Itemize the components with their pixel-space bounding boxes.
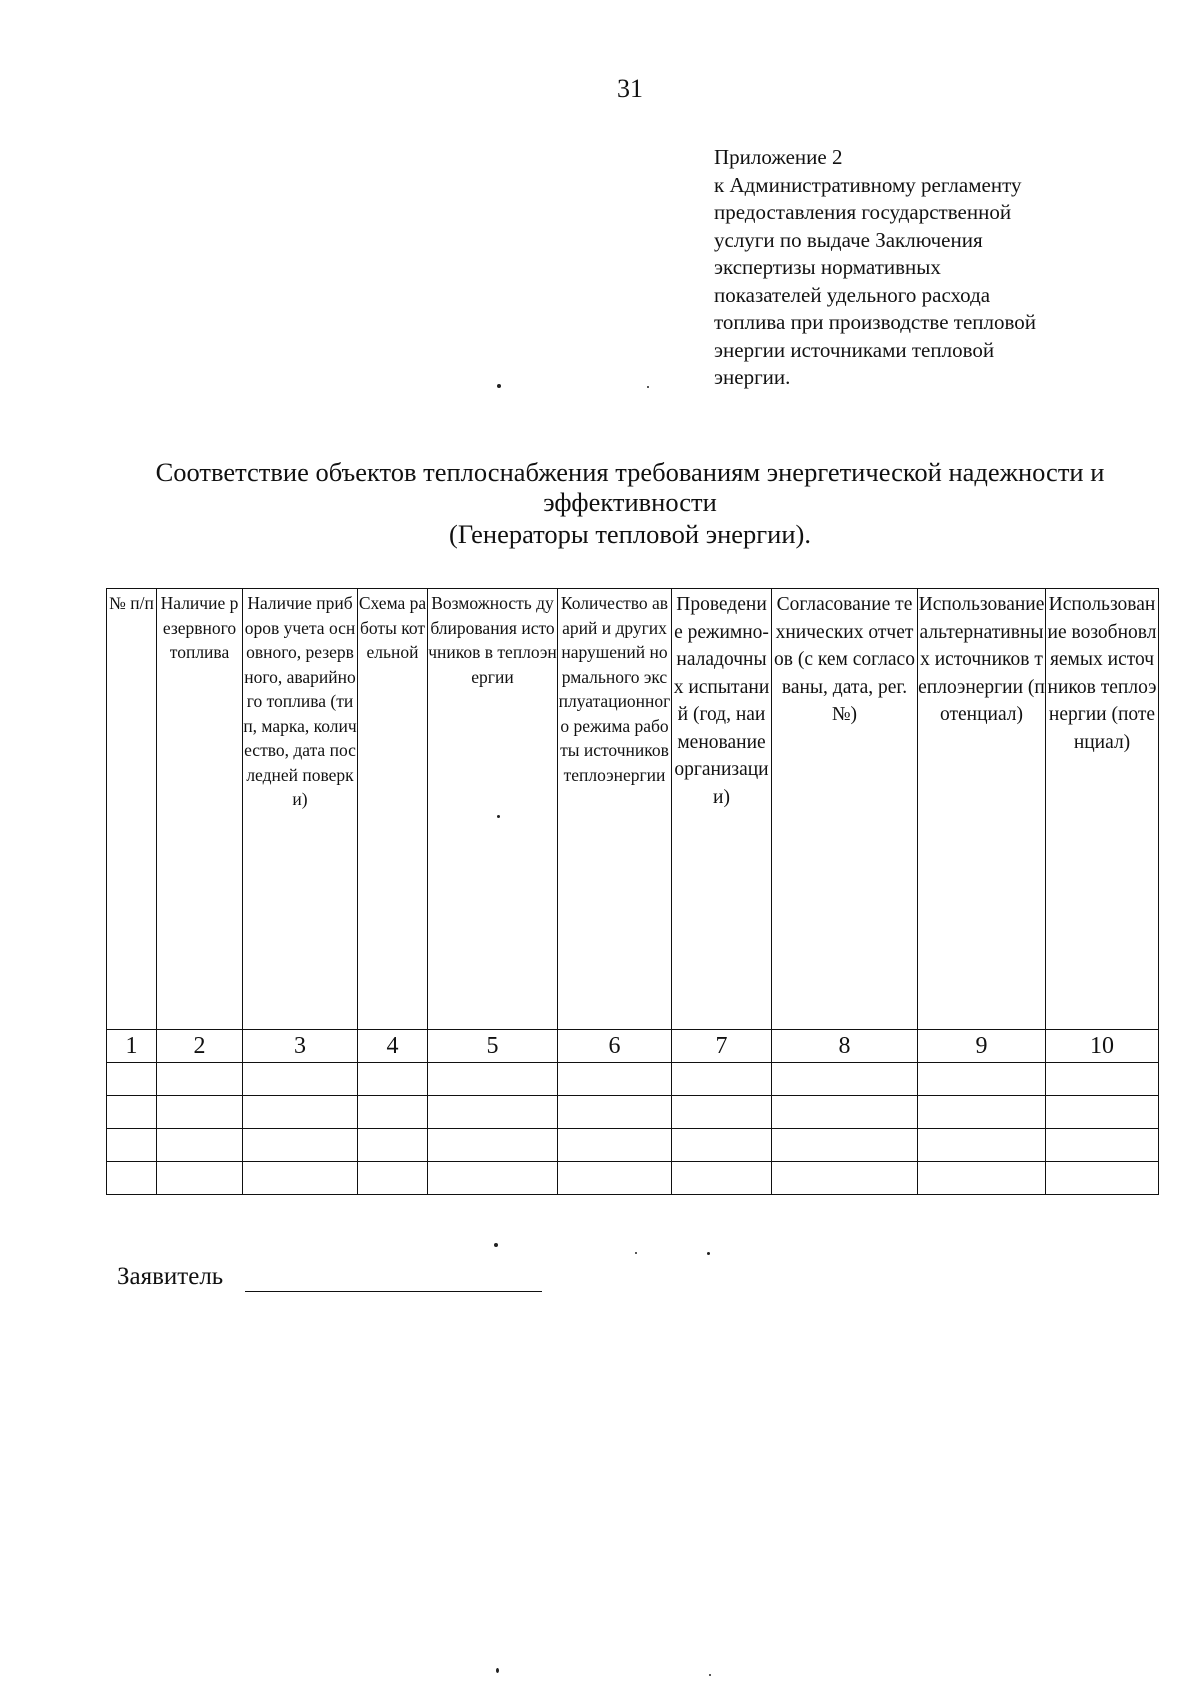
header-cell: Возможность дублирования источников в теплоэнергии — [428, 589, 558, 1030]
scan-speck — [496, 1668, 499, 1673]
table-cell — [157, 1162, 243, 1195]
table-cell — [243, 1162, 358, 1195]
table-cell — [558, 1096, 672, 1129]
column-number: 2 — [157, 1030, 243, 1063]
column-number-row — [107, 1030, 1159, 1063]
table-cell — [428, 1096, 558, 1129]
scan-speck — [647, 386, 649, 388]
table-cell — [428, 1129, 558, 1162]
appendix-line: Приложение 2 — [714, 145, 843, 169]
table-cell — [428, 1162, 558, 1195]
table-cell — [672, 1096, 772, 1129]
column-number: 5 — [428, 1030, 558, 1063]
table-row — [107, 1162, 1159, 1195]
appendix-line: топлива при производстве тепловой — [714, 310, 1037, 334]
header-cell: Наличие приборов учета основного, резервного, аварийного топлива (тип, марка, количество, дата последней поверки) — [243, 589, 358, 1030]
page-number: 31 — [617, 74, 643, 103]
appendix-line: энергии источниками тепловой — [714, 337, 995, 362]
appendix-line: экспертизы нормативных — [714, 255, 941, 279]
header-row — [107, 589, 1159, 1030]
appendix-line: энергии. — [714, 365, 791, 389]
table-cell — [358, 1063, 428, 1096]
table-cell — [672, 1162, 772, 1195]
table-cell — [358, 1096, 428, 1129]
table-cell — [918, 1096, 1046, 1129]
header-cell: Схема работы котельной — [358, 589, 428, 1030]
column-number: 9 — [918, 1030, 1046, 1063]
table-cell — [772, 1162, 918, 1195]
table-cell — [107, 1129, 157, 1162]
table-cell — [558, 1063, 672, 1096]
table-cell — [1046, 1129, 1159, 1162]
column-number: 7 — [672, 1030, 772, 1063]
scan-speck — [497, 384, 501, 388]
header-cell: Проведение режимно-наладочных испытаний (год, наименование организации) — [672, 589, 772, 1030]
header-cell: Использование альтернативных источников теплоэнергии (потенциал) — [918, 589, 1046, 1030]
appendix-note — [714, 144, 1134, 392]
table-cell — [772, 1096, 918, 1129]
table-cell — [243, 1129, 358, 1162]
table-cell — [358, 1162, 428, 1195]
header-cell: Количество аварий и других нарушений нормального эксплуатационного режима работы источников теплоэнергии — [558, 589, 672, 1030]
column-number: 10 — [1046, 1030, 1159, 1063]
scan-speck — [494, 1243, 498, 1247]
table-cell — [107, 1096, 157, 1129]
header-cell: Наличие резервного топлива — [157, 589, 243, 1030]
table-cell — [918, 1129, 1046, 1162]
header-cell: Использование возобновляемых источников теплоэнергии (потенциал) — [1046, 589, 1159, 1030]
table-cell — [358, 1129, 428, 1162]
applicant-label: Заявитель — [117, 1263, 224, 1290]
table-cell — [558, 1129, 672, 1162]
document-title — [100, 457, 1160, 549]
header-cell: № п/п — [107, 589, 157, 1030]
scan-speck — [707, 1252, 710, 1255]
table-cell — [918, 1162, 1046, 1195]
table-cell — [157, 1096, 243, 1129]
table-cell — [1046, 1162, 1159, 1195]
table-row — [107, 1096, 1159, 1129]
title-line-3: (Генераторы тепловой энергии). — [449, 519, 811, 549]
scan-speck — [709, 1674, 711, 1676]
table-cell — [558, 1162, 672, 1195]
reliability-table — [106, 588, 1159, 1195]
column-number: 1 — [107, 1030, 157, 1063]
table-cell — [157, 1063, 243, 1096]
header-cell: Согласование технических отчетов (с кем согласованы, дата, рег.№) — [772, 589, 918, 1030]
table-cell — [672, 1129, 772, 1162]
title-line-2: эффективности — [543, 487, 717, 517]
scan-speck — [497, 815, 500, 818]
column-number: 6 — [558, 1030, 672, 1063]
table-cell — [1046, 1096, 1159, 1129]
table-row — [107, 1129, 1159, 1162]
table-cell — [772, 1063, 918, 1096]
table-cell — [1046, 1063, 1159, 1096]
appendix-line: показателей удельного расхода — [714, 282, 991, 307]
column-number: 3 — [243, 1030, 358, 1063]
table-cell — [107, 1162, 157, 1195]
appendix-line: предоставления государственной — [714, 200, 1012, 224]
table-cell — [918, 1063, 1046, 1096]
table-cell — [107, 1063, 157, 1096]
table-cell — [243, 1063, 358, 1096]
table-cell — [772, 1129, 918, 1162]
title-line-1: Соответствие объектов теплоснабжения требованиям энергетической надежности и — [155, 457, 1105, 487]
column-number: 4 — [358, 1030, 428, 1063]
table-cell — [428, 1063, 558, 1096]
appendix-line: к Административному регламенту — [714, 172, 1022, 197]
table-row — [107, 1063, 1159, 1096]
column-number: 8 — [772, 1030, 918, 1063]
table-cell — [243, 1096, 358, 1129]
table-cell — [157, 1129, 243, 1162]
signature-line — [245, 1291, 542, 1292]
appendix-line: услуги по выдаче Заключения — [714, 227, 983, 252]
table-cell — [672, 1063, 772, 1096]
scan-speck — [635, 1252, 637, 1254]
